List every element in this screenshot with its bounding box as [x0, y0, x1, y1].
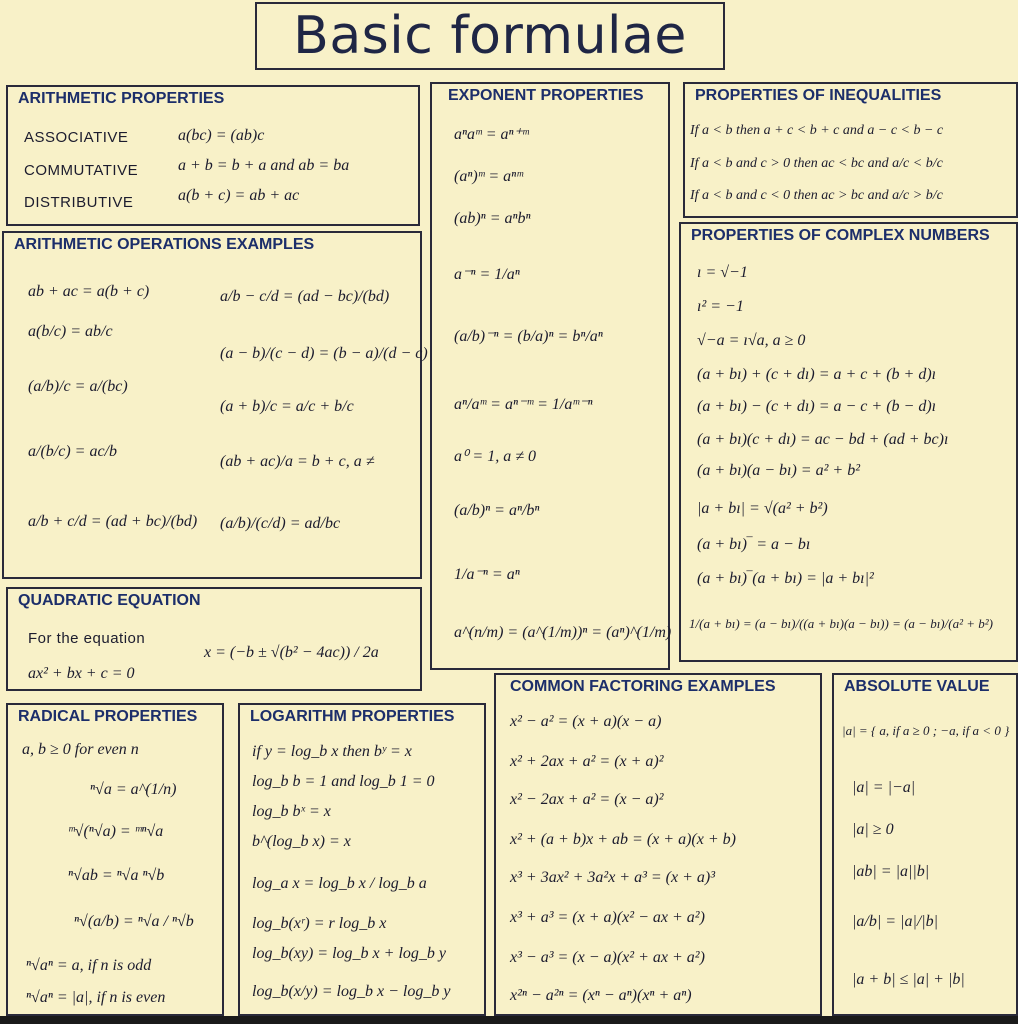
exponent-properties-box — [430, 82, 670, 670]
commutative-label: COMMUTATIVE — [24, 162, 139, 179]
inequality-item-2: If a < b and c > 0 then ac < bc and a/c < b/c — [690, 156, 943, 171]
operation-left-4: a/(b/c) = ac/b — [28, 443, 117, 460]
radical-item-4: ⁿ√ab = ⁿ√a ⁿ√b — [68, 867, 165, 884]
operation-right-3: (a + b)/c = a/c + b/c — [220, 398, 354, 415]
absolute-item-5: |a/b| = |a|/|b| — [852, 913, 939, 930]
radical-item-1: a, b ≥ 0 for even n — [22, 741, 139, 758]
distributive-formula: a(b + c) = ab + ac — [178, 187, 300, 204]
exponent-item-1: aⁿaᵐ = aⁿ⁺ᵐ — [454, 126, 529, 143]
exponent-item-10: a^(n/m) = (a^(1/m))ⁿ = (aⁿ)^(1/m) — [454, 624, 672, 641]
absolute-heading: ABSOLUTE VALUE — [844, 678, 990, 695]
inequalities-box — [683, 82, 1018, 218]
inequality-item-1: If a < b then a + c < b + c and a − c < b − c — [690, 123, 944, 138]
exponent-item-5: (a/b)⁻ⁿ = (b/a)ⁿ = bⁿ/aⁿ — [454, 328, 603, 345]
complex-item-1: ı = √−1 — [697, 264, 748, 281]
complex-item-9: (a + bı)‾ = a − bı — [697, 536, 811, 553]
factoring-item-6: x³ + a³ = (x + a)(x² − ax + a²) — [510, 909, 705, 926]
logarithm-item-1: if y = log_b x then bʸ = x — [252, 743, 412, 760]
quadratic-equation: ax² + bx + c = 0 — [28, 665, 135, 682]
inequalities-heading: PROPERTIES OF INEQUALITIES — [695, 87, 942, 104]
logarithm-item-8: log_b(x/y) = log_b x − log_b y — [252, 983, 451, 1000]
operation-right-4: (ab + ac)/a = b + c, a ≠ — [220, 453, 375, 470]
logarithm-properties-box — [238, 703, 486, 1016]
factoring-item-3: x² − 2ax + a² = (x − a)² — [510, 791, 664, 808]
operation-left-5: a/b + c/d = (ad + bc)/(bd) — [28, 513, 198, 530]
absolute-item-3: |a| ≥ 0 — [852, 821, 894, 838]
logarithm-item-6: log_b(xʳ) = r log_b x — [252, 915, 387, 932]
absolute-item-4: |ab| = |a||b| — [852, 863, 930, 880]
factoring-item-8: x²ⁿ − a²ⁿ = (xⁿ − aⁿ)(xⁿ + aⁿ) — [510, 987, 692, 1004]
factoring-item-5: x³ + 3ax² + 3a²x + a³ = (x + a)³ — [510, 869, 716, 886]
bottom-edge-bar — [0, 1016, 1018, 1024]
logarithm-heading: LOGARITHM PROPERTIES — [250, 708, 455, 725]
logarithm-item-7: log_b(xy) = log_b x + log_b y — [252, 945, 446, 962]
exponent-item-3: (ab)ⁿ = aⁿbⁿ — [454, 210, 531, 227]
complex-item-4: (a + bı) + (c + dı) = a + c + (b + d)ı — [697, 366, 937, 383]
radical-item-2: ⁿ√a = a^(1/n) — [90, 781, 177, 798]
quadratic-heading: QUADRATIC EQUATION — [18, 592, 201, 609]
complex-numbers-heading: PROPERTIES OF COMPLEX NUMBERS — [691, 227, 990, 244]
complex-item-5: (a + bı) − (c + dı) = a − c + (b − d)ı — [697, 398, 937, 415]
radical-item-3: ᵐ√(ⁿ√a) = ᵐⁿ√a — [68, 823, 164, 840]
associative-formula: a(bc) = (ab)c — [178, 127, 265, 144]
operation-left-1: ab + ac = a(b + c) — [28, 283, 150, 300]
complex-item-6: (a + bı)(c + dı) = ac − bd + (ad + bc)ı — [697, 431, 949, 448]
factoring-box — [494, 673, 822, 1016]
associative-label: ASSOCIATIVE — [24, 129, 129, 146]
factoring-item-4: x² + (a + b)x + ab = (x + a)(x + b) — [510, 831, 736, 848]
exponent-properties-heading: EXPONENT PROPERTIES — [448, 87, 644, 104]
complex-item-3: √−a = ı√a, a ≥ 0 — [697, 332, 806, 349]
exponent-item-6: aⁿ/aᵐ = aⁿ⁻ᵐ = 1/aᵐ⁻ⁿ — [454, 396, 593, 413]
quadratic-label: For the equation — [28, 630, 146, 647]
factoring-item-1: x² − a² = (x + a)(x − a) — [510, 713, 662, 730]
exponent-item-9: 1/a⁻ⁿ = aⁿ — [454, 566, 520, 583]
logarithm-item-5: log_a x = log_b x / log_b a — [252, 875, 427, 892]
operation-right-5: (a/b)/(c/d) = ad/bc — [220, 515, 341, 532]
arithmetic-operations-box — [2, 231, 428, 579]
complex-numbers-box — [679, 222, 1018, 662]
arithmetic-properties-heading: ARITHMETIC PROPERTIES — [18, 90, 225, 107]
absolute-item-1: |a| = { a, if a ≥ 0 ; −a, if a < 0 } — [842, 723, 1010, 738]
quadratic-solution: x = (−b ± √(b² − 4ac)) / 2a — [204, 644, 379, 661]
radical-item-5: ⁿ√(a/b) = ⁿ√a / ⁿ√b — [74, 913, 194, 930]
operation-left-3: (a/b)/c = a/(bc) — [28, 378, 128, 395]
complex-item-10: (a + bı)‾(a + bı) = |a + bı|² — [697, 570, 874, 587]
inequality-item-3: If a < b and c < 0 then ac > bc and a/c > b/c — [690, 188, 943, 203]
exponent-item-2: (aⁿ)ᵐ = aⁿᵐ — [454, 168, 523, 185]
logarithm-item-4: b^(log_b x) = x — [252, 833, 351, 850]
operation-left-2: a(b/c) = ab/c — [28, 323, 113, 340]
factoring-item-7: x³ − a³ = (x − a)(x² + ax + a²) — [510, 949, 705, 966]
arithmetic-properties-box — [6, 85, 420, 226]
operation-right-1: a/b − c/d = (ad − bc)/(bd) — [220, 288, 390, 305]
radical-properties-box — [6, 703, 224, 1016]
radical-item-7: ⁿ√aⁿ = |a|, if n is even — [26, 989, 166, 1006]
quadratic-equation-box — [6, 587, 422, 691]
complex-item-11: 1/(a + bı) = (a − bı)/((a + bı)(a − bı)) = (a − bı)/(a² + b²) — [689, 616, 993, 631]
exponent-item-8: (a/b)ⁿ = aⁿ/bⁿ — [454, 502, 540, 519]
operation-right-2: (a − b)/(c − d) = (b − a)/(d − c) — [220, 345, 428, 362]
logarithm-item-3: log_b bˣ = x — [252, 803, 331, 820]
radical-item-6: ⁿ√aⁿ = a, if n is odd — [26, 957, 152, 974]
exponent-item-4: a⁻ⁿ = 1/aⁿ — [454, 266, 520, 283]
absolute-item-6: |a + b| ≤ |a| + |b| — [852, 971, 965, 988]
arithmetic-operations-heading: ARITHMETIC OPERATIONS EXAMPLES — [14, 236, 315, 253]
complex-item-7: (a + bı)(a − bı) = a² + b² — [697, 462, 860, 479]
absolute-item-2: |a| = |−a| — [852, 779, 916, 796]
logarithm-item-2: log_b b = 1 and log_b 1 = 0 — [252, 773, 435, 790]
exponent-item-7: a⁰ = 1, a ≠ 0 — [454, 448, 536, 465]
distributive-label: DISTRIBUTIVE — [24, 194, 134, 211]
complex-item-2: ı² = −1 — [697, 298, 744, 315]
absolute-value-box — [832, 673, 1018, 1016]
commutative-formula: a + b = b + a and ab = ba — [178, 157, 350, 174]
radical-heading: RADICAL PROPERTIES — [18, 708, 198, 725]
factoring-item-2: x² + 2ax + a² = (x + a)² — [510, 753, 664, 770]
complex-item-8: |a + bı| = √(a² + b²) — [697, 500, 828, 517]
factoring-heading: COMMON FACTORING EXAMPLES — [510, 678, 776, 695]
page-title: Basic formulae — [255, 2, 725, 70]
